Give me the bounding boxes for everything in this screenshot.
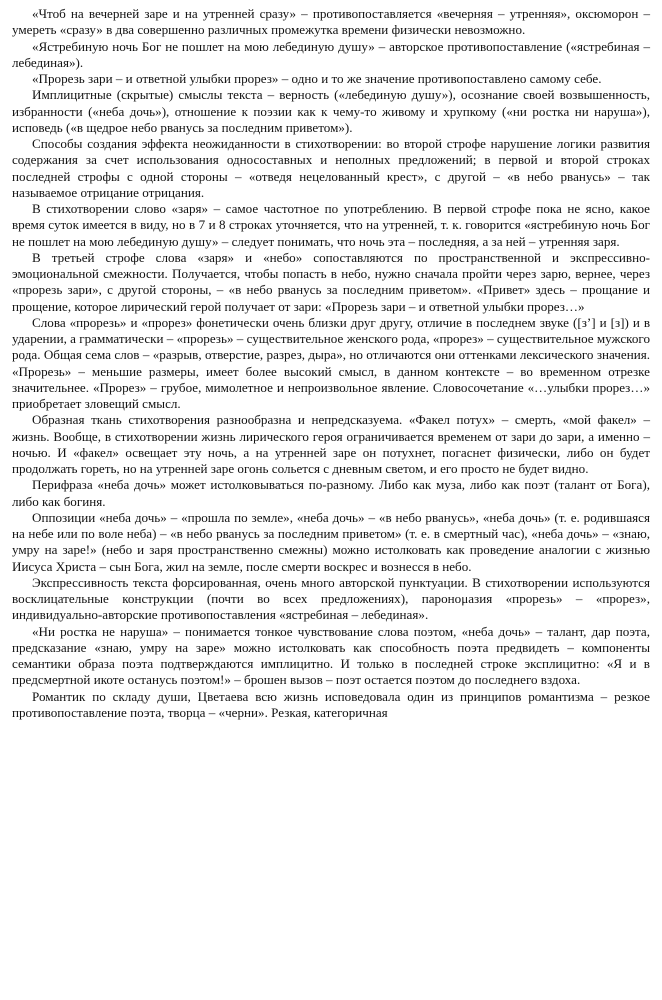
paragraph-4: Имплицитные (скрытые) смыслы текста – верность («лебединую душу»), осознание своей возвышенность, избранности («неба дочь»), отношение к поэзии как к чему-то живому и хрупкому («ни ростка ни наруша»), исповедь («в щедрое небо рванусь за последним приветом»).: [12, 87, 650, 135]
paragraph-11: Оппозиции «неба дочь» – «прошла по земле», «неба дочь» – «в небо рванусь», «неба дочь» (т. е. родившаяся на небе или по воле неба) – «в небо рванусь за последним приветом» (т. е. в смертный час), «неба дочь» – «знаю, умру на заре!» (небо и заря пространственно смежны) можно истолковать как проведение аналогии с жизнью Иисуса Христа – сын Бога, жил на земле, после смерти воскрес и вознесся в небо.: [12, 509, 650, 574]
paragraph-8: Слова «прорезь» и «прорез» фонетически очень близки друг другу, отличие в последнем звуке ([з’] и [з]) и в ударении, а грамматически – «прорезь» – существительное женского рода, «прорез» – существительное мужского рода. Общая сема слов – «разрыв, отверстие, разрез, дыра», но отличаются они оттенками лексического значения. «Прорезь» – меньшие размеры, имеет более высокий смысл, в данном контексте – во временном отрезке значительнее. «Прорез» – грубое, мимолетное и непроизвольное явление. Словосочетание «…улыбки прорез…» приобретает зловещий смысл.: [12, 314, 650, 411]
paragraph-9: Образная ткань стихотворения разнообразна и непредсказуема. «Факел потух» – смерть, «мой факел» – жизнь. Вообще, в стихотворении жизнь лирического героя ограничивается временем от зари до зари, а именно – ночью. И «факел» освещает эту ночь, а на утренней заре он потухнет, погаснет физически, либо он будет продолжать гореть, но на утренней заре огонь сольется с дневным светом, и его просто не будет видно.: [12, 412, 650, 476]
paragraph-7: В третьей строфе слова «заря» и «небо» сопоставляются по пространственной и экспрессивно-эмоциональной смежности. Получается, чтобы попасть в небо, нужно сначала пройти через зарю, вернее, через «прорезь зари», с другой стороны, – «в небо рванусь за последним приветом». «Привет» здесь – прощание и прощение, которое лирический герой получает от зари: «Прорезь зари – и ответной улыбки прорез…»: [12, 249, 650, 314]
paragraph-10: Перифраза «неба дочь» может истолковываться по-разному. Либо как муза, либо как поэт (талант от Бога), либо как богиня.: [12, 477, 650, 509]
paragraph-5: Способы создания эффекта неожиданности в стихотворении: во второй строфе нарушение логики развития содержания за счет использования односоставных и неполных предложений; в первой и второй строках последней строфы с одной стороны – «отведя нецелованный крест», с другой – «в небо рванусь» – так называемое отрицание отрицания.: [12, 136, 650, 200]
paragraph-3: «Прорезь зари – и ответной улыбки прорез» – одно и то же значение противопоставлено самому себе.: [32, 71, 602, 86]
paragraph-14: Романтик по складу души, Цветаева всю жизнь исповедовала один из принципов романтизма – резкое противопоставление поэта, творца – «черни». Резкая, категоричная: [12, 688, 650, 720]
paragraph-6: В стихотворении слово «заря» – самое частотное по употреблению. В первой строфе пока не ясно, какое время суток имеется в виду, но в 7 и 8 строках уточняется, что на утренней, т. к. говорится «ястребиную ночь Бог не пошлет на мою лебединую душу» – следует понимать, что ночь эта – последняя, а за ней – утренняя заря.: [12, 201, 650, 249]
paragraph-1: «Чтоб на вечерней заре и на утренней сразу» – противопоставляется «вечерняя – утренняя», оксюморон – умереть «сразу» в два совершенно различных промежутка времени физически невозможно.: [12, 6, 650, 38]
paragraph-12: Экспрессивность текста форсированная, очень много авторской пунктуации. В стихотворении используются восклицательные конструкции (почти во всех предложениях), паронομазия «прорезь» – «прорез», индивидуально-авторские противопоставления «ястребиная – лебединая».: [12, 574, 650, 623]
paragraph-2: «Ястребиную ночь Бог не пошлет на мою лебединую душу» – авторское противопоставление («ястребиная – лебединая»).: [12, 38, 650, 70]
paragraph-13: «Ни ростка не наруша» – понимается тонкое чувствование слова поэтом, «неба дочь» – талант, дар поэта, предсказание «знаю, умру на заре» можно истолковать как способность поэта предвидеть – компоненты семантики образа поэта подтверждаются имплицитно. И только в последней строке эксплицитно: «Я и в предсмертной икоте останусь поэтом!» – брошен вызов – поэт остается поэтом до последнего вздоха.: [12, 623, 650, 688]
